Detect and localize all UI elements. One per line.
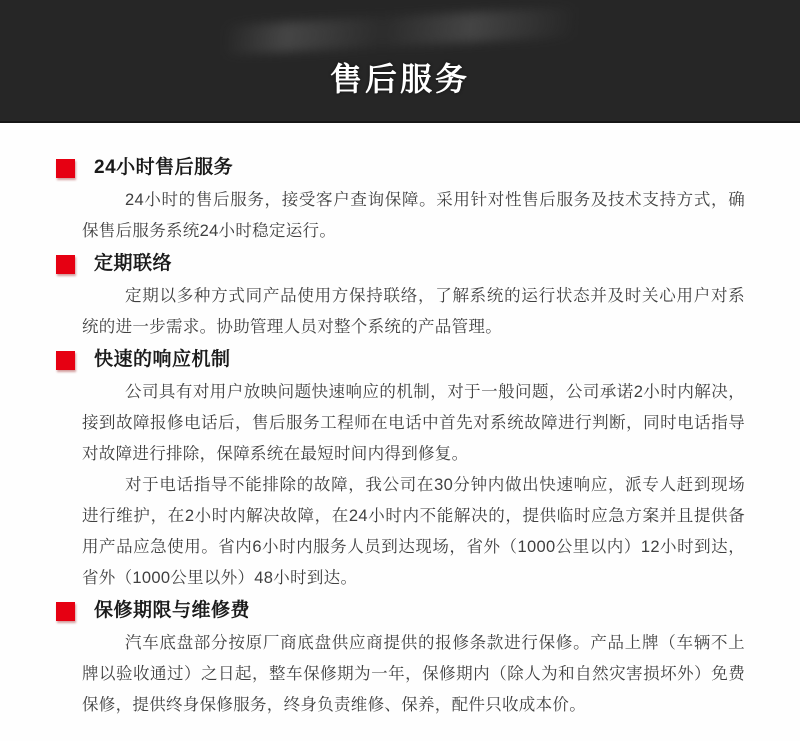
paragraph-rapid-response-2: 对于电话指导不能排除的故障，我公司在30分钟内做出快速响应，派专人赶到现场进行维护，在2小时内解决故障，在24小时内不能解决的，提供临时应急方案并且提供备用产品应急使用。省内6小时内服务人员到达现场，省外（1000公里以内）12小时到达，省外（1000公里以外）48小时到达。 [82, 476, 745, 587]
section-warranty [56, 600, 745, 721]
section-heading-row [56, 600, 745, 622]
section-title-24h-service: 24小时售后服务 [94, 157, 234, 178]
header-banner [0, 0, 800, 123]
section-title-rapid-response: 快速的响应机制 [94, 349, 231, 370]
watermark-smudge [224, 7, 575, 55]
section-heading-row [56, 253, 745, 275]
section-title-warranty: 保修期限与维修费 [94, 600, 251, 621]
page-title: 售后服务 [329, 61, 470, 97]
section-rapid-response [56, 349, 745, 594]
paragraph-rapid-response-1: 公司具有对用户放映问题快速响应的机制，对于一般问题，公司承诺2小时内解决，接到故障报修电话后，售后服务工程师在电话中首先对系统故障进行判断，同时电话指导对故障进行排除，保障系统在最短时间内得到修复。 [82, 383, 745, 463]
section-regular-contact [56, 253, 745, 343]
red-square-bullet-icon [56, 159, 75, 178]
red-square-bullet-icon [56, 351, 75, 370]
paragraph-regular-contact: 定期以多种方式同产品使用方保持联络，了解系统的运行状态并及时关心用户对系统的进一步需求。协助管理人员对整个系统的产品管理。 [82, 287, 745, 336]
paragraph-24h-service: 24小时的售后服务，接受客户查询保障。采用针对性售后服务及技术支持方式，确保售后服务系统24小时稳定运行。 [82, 191, 745, 240]
section-heading-row [56, 157, 745, 179]
paragraph-warranty: 汽车底盘部分按原厂商底盘供应商提供的报修条款进行保修。产品上牌（车辆不上牌以验收通过）之日起，整车保修期为一年，保修期内（除人为和自然灾害损坏外）免费保修，提供终身保修服务，终身负责维修、保养，配件只收成本价。 [82, 634, 745, 714]
section-heading-row [56, 349, 745, 371]
content-area [0, 123, 800, 721]
section-24h-service [56, 157, 745, 247]
red-square-bullet-icon [56, 602, 75, 621]
section-title-regular-contact: 定期联络 [94, 253, 173, 274]
red-square-bullet-icon [56, 255, 75, 274]
